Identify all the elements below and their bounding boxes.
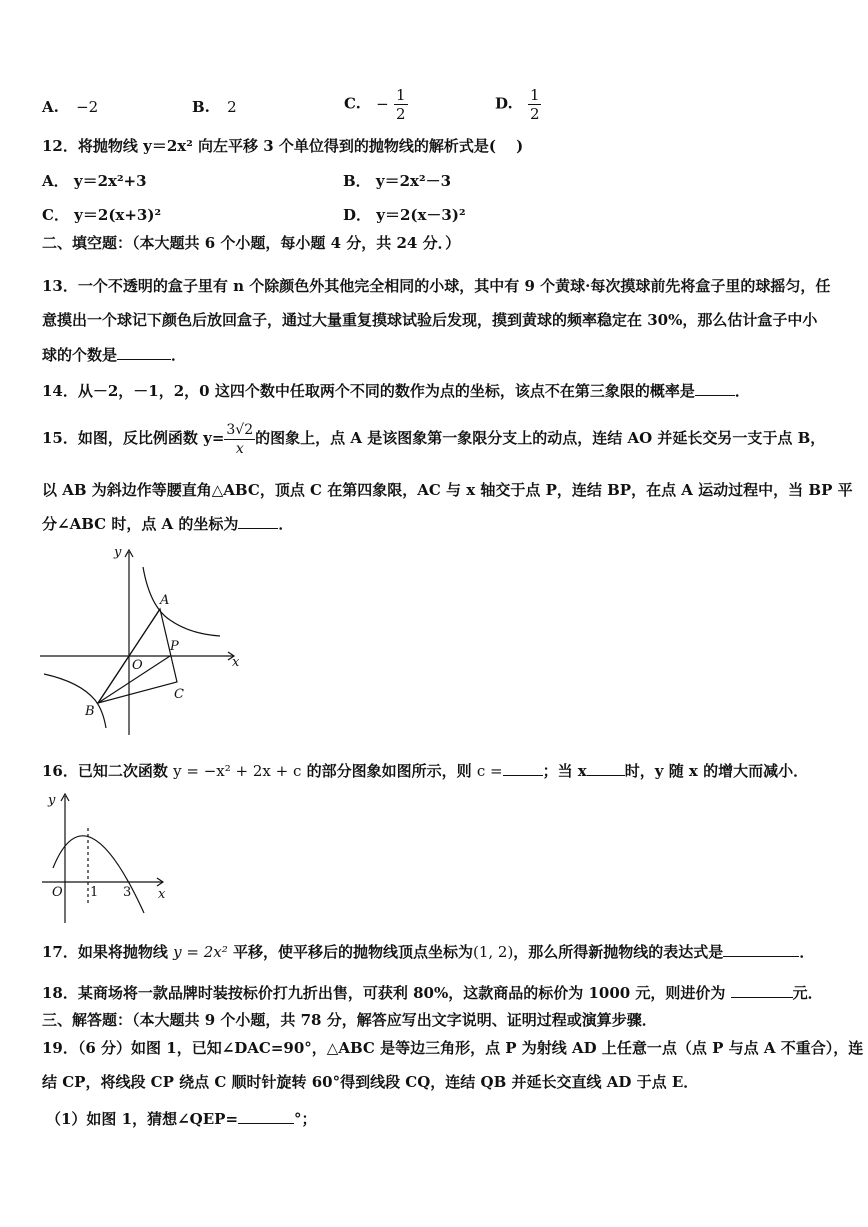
q15-label-a: A: [160, 593, 170, 608]
q11-option-b: [192, 97, 237, 117]
q15-end: ．: [278, 515, 294, 533]
q11-option-a-label: A.: [42, 98, 59, 116]
q16-figure: [40, 788, 175, 928]
q15-line-3-text: 分∠ABC 时，点 A 的坐标为: [42, 515, 239, 533]
q18-end: 元．: [792, 984, 823, 1002]
q11-option-c-numerator: 1: [395, 86, 406, 104]
q11-option-c-denominator: 2: [395, 105, 406, 123]
q15-post: 的图象上，点 A 是该图象第一象限分支上的动点，连结 AO 并延长交另一支于点 B，: [255, 429, 826, 447]
q15-denominator: x: [235, 440, 244, 457]
q18-line: [42, 982, 842, 1003]
q19-part-1-end: °；: [294, 1110, 317, 1128]
q17-line: [42, 941, 842, 962]
q11-option-a-value: −2: [76, 98, 99, 116]
q13-end: ．: [171, 346, 187, 364]
q11-option-c: [344, 86, 408, 123]
q12-option-b: B． y＝2x²－3: [343, 172, 452, 190]
q16-label-x: x: [158, 887, 166, 902]
q17-end: ．: [799, 943, 815, 961]
q13-line-2: 意摸出一个球记下颜色后放回盒子，通过大量重复摸球试验后发现，摸到黄球的频率稳定在 30%，那么估计盒子中小: [42, 311, 818, 329]
q16-c-eq: c =: [476, 762, 503, 780]
q16-answer-blank-2[interactable]: [587, 760, 625, 776]
q16-tick-3: 3: [123, 885, 132, 900]
q16-formula: y = −x² + 2x + c: [173, 762, 302, 780]
q13-line-3-text: 球的个数是: [42, 346, 118, 364]
q11-option-d: [495, 86, 541, 123]
q11-option-d-label: D.: [495, 94, 513, 113]
q11-option-d-denominator: 2: [529, 105, 540, 123]
q18-answer-blank[interactable]: [731, 982, 793, 998]
q16-tick-1: 1: [90, 885, 99, 900]
q15-label-y: y: [114, 545, 122, 560]
q17-mid: 平移，使平移后的抛物线顶点坐标为: [232, 943, 473, 961]
q11-option-b-label: B.: [192, 98, 210, 116]
q11-option-c-sign: −: [376, 94, 389, 113]
q15-label-b: B: [85, 704, 95, 719]
q16-answer-blank-1[interactable]: [503, 760, 543, 776]
q12-option-c: C． y＝2(x+3)²: [42, 206, 162, 224]
q15-label-o: O: [132, 658, 143, 673]
q19-part-1-text: （1）如图 1，猜想∠QEP=: [46, 1110, 239, 1128]
q12-option-a: A． y＝2x²+3: [42, 172, 147, 190]
q15-label-c: C: [174, 687, 184, 702]
q11-option-d-fraction: [528, 86, 542, 123]
q16-label-o: O: [52, 885, 63, 900]
q17-formula: y = 2x²: [173, 943, 228, 961]
q15-line-3: [42, 513, 842, 534]
q14-text: 14．从－2，－1，2，0 这四个数中任取两个不同的数作为点的坐标，该点不在第三象限的概率是: [42, 382, 695, 400]
q16-mid1: 的部分图象如图所示，则: [306, 762, 472, 780]
q11-option-c-fraction: [394, 86, 408, 123]
q11-option-d-numerator: 1: [529, 86, 540, 104]
q15-answer-blank[interactable]: [238, 513, 278, 529]
q16-pre: 16．已知二次函数: [42, 762, 168, 780]
q14-answer-blank[interactable]: [695, 380, 735, 396]
q14-line: [42, 380, 842, 401]
q15-label-p: P: [170, 639, 179, 654]
q16-parabola: [53, 836, 144, 913]
q17-point: (1, 2): [472, 943, 514, 961]
q16-line: [42, 760, 842, 781]
q14-end: ．: [734, 382, 750, 400]
q15-line-2: 以 AB 为斜边作等腰直角△ABC，顶点 C 在第四象限，AC 与 x 轴交于点 P，连结 BP，在点 A 运动过程中，当 BP 平: [42, 481, 853, 499]
q15-fraction: [224, 421, 255, 458]
q19-line-1: 19．（6 分）如图 1，已知∠DAC=90°，△ABC 是等边三角形，点 P 为射线 AD 上任意一点（点 P 与点 A 不重合），连: [42, 1039, 864, 1057]
section-3-heading: 三、解答题：（本大题共 9 个小题，共 78 分，解答应写出文字说明、证明过程或演算步骤．: [42, 1011, 657, 1029]
q15-curve-first-quadrant: [143, 567, 220, 636]
q11-option-a: [42, 97, 98, 117]
q19-part-1: [46, 1108, 842, 1129]
q11-option-c-label: C.: [344, 94, 361, 113]
q13-answer-blank[interactable]: [117, 344, 171, 360]
q13-line-3: [42, 344, 842, 365]
q16-label-y: y: [48, 793, 56, 808]
q15-curve-third-quadrant: [44, 674, 106, 728]
q15-figure: [40, 542, 245, 737]
q15-pre: 15．如图，反比例函数 y=: [42, 429, 225, 447]
q16-mid2: ；当 x: [542, 762, 587, 780]
q19-answer-blank[interactable]: [238, 1108, 294, 1124]
q12-stem: 12．将抛物线 y＝2x² 向左平移 3 个单位得到的抛物线的解析式是( ): [42, 137, 524, 155]
section-2-heading: 二、填空题：（本大题共 6 个小题，每小题 4 分，共 24 分．）: [42, 234, 461, 252]
q15-label-x: x: [232, 655, 240, 670]
q16-post: 时，y 随 x 的增大而减小．: [624, 762, 809, 780]
q13-line-1: 13．一个不透明的盒子里有 n 个除颜色外其他完全相同的小球，其中有 9 个黄球·每次摸球前先将盒子里的球摇匀，任: [42, 277, 831, 295]
q12-option-d: D． y＝2(x－3)²: [343, 206, 466, 224]
q17-post: ，那么所得新抛物线的表达式是: [513, 943, 724, 961]
q15-numerator: 3√2: [226, 421, 254, 438]
q15-line-1: [42, 418, 842, 458]
q17-pre: 17．如果将抛物线: [42, 943, 168, 961]
q11-option-b-value: 2: [227, 98, 237, 116]
q18-text: 18．某商场将一款品牌时装按标价打九折出售，可获利 80%，这款商品的标价为 1000 元，则进价为: [42, 984, 726, 1002]
q17-answer-blank[interactable]: [723, 941, 799, 957]
q19-line-2: 结 CP，将线段 CP 绕点 C 顺时针旋转 60°得到线段 CQ，连结 QB 并延长交直线 AD 于点 E．: [42, 1073, 699, 1091]
